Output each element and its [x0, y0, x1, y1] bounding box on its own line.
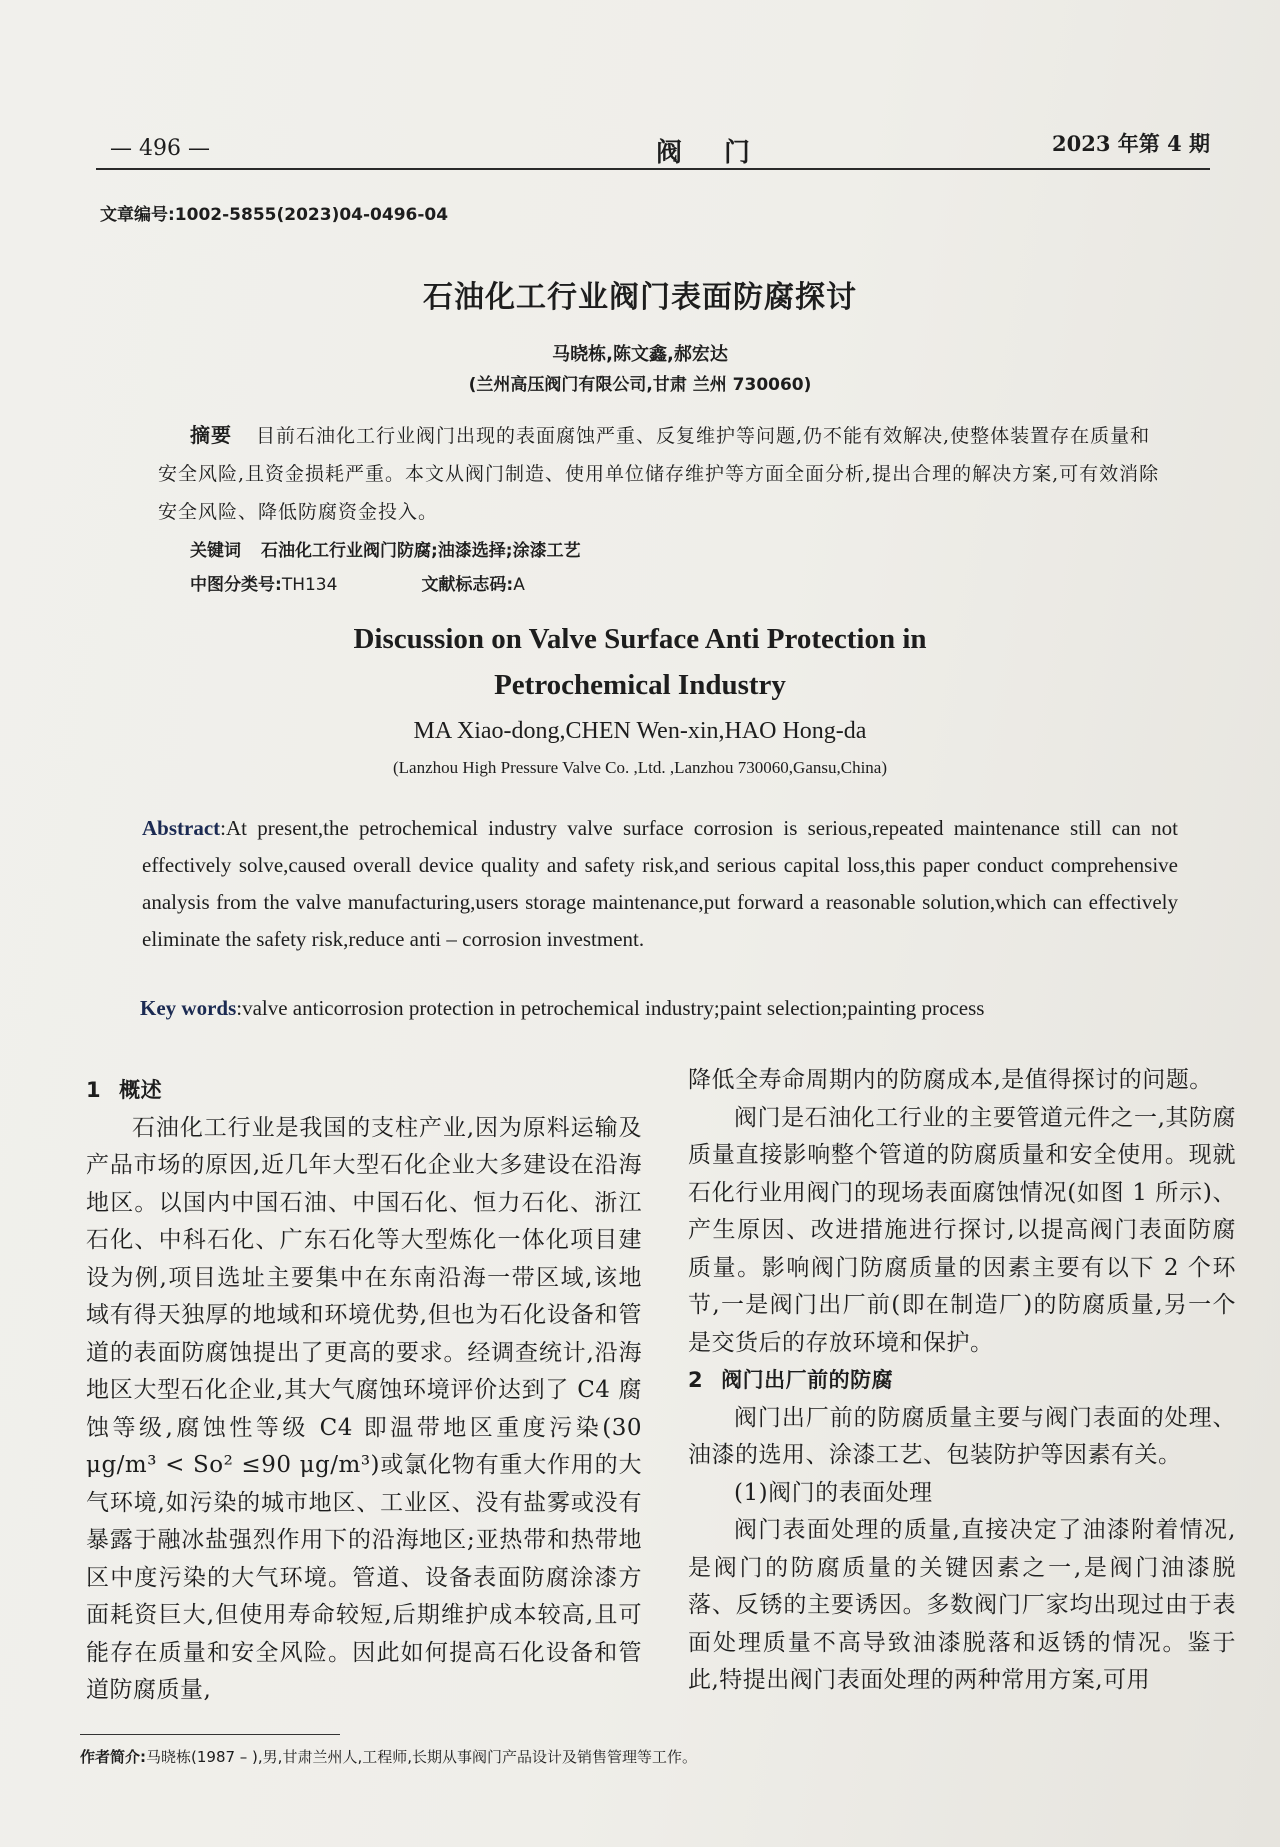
authors-chinese: 马晓栋,陈文鑫,郝宏达 [552, 344, 728, 365]
abstract-chinese [158, 416, 1170, 531]
abstract-chinese-label: 摘要 [190, 423, 232, 447]
footnote-divider [80, 1734, 340, 1735]
keywords-chinese-text: 石油化工行业阀门防腐;油漆选择;涂漆工艺 [261, 541, 581, 561]
keywords-english-text: :valve anticorrosion protection in petrochemical industry;paint selection;painting process [236, 996, 985, 1020]
subsection-surface-treatment: (1)阀门的表面处理 [734, 1479, 933, 1506]
footnote-text: 马晓栋(1987 – ),男,甘肃兰州人,工程师,长期从事阀门产品设计及销售管理等工作。 [146, 1748, 697, 1766]
footnote-label: 作者简介: [80, 1748, 146, 1766]
title-english-line1: Discussion on Valve Surface Anti Protection in [353, 623, 927, 655]
title-chinese: 石油化工行业阀门表面防腐探讨 [423, 280, 857, 315]
section-1-paragraph: 石油化工行业是我国的支柱产业,因为原料运输及产品市场的原因,近几年大型石化企业大多建设在沿海地区。以国内中国石油、中国石化、恒力石化、浙江石化、中科石化、广东石化等大型炼化一体化项目建设为例,项目选址主要集中在东南沿海一带区域,该地域有得天独厚的地域和环境优势,但也为石化设备和管道的表面防腐蚀提出了更高的要求。经调查统计,沿海地区大型石化企业,其大气腐蚀环境评价达到了 C4 腐蚀等级,腐蚀性等级 C4 即温带地区重度污染(30 μg/m³ < So² ≤90 μg/m³)或氯化物有重大作用的大气环境,如污染的城市地区、工业区、没有盐雾或没有暴露于融冰盐强烈作用下的沿海地区;亚热带和热带地区中度污染的大气环境。管道、设备表面防腐涂漆方面耗资巨大,但使用寿命较短,后期维护成本较高,且可能存在质量和安全风险。因此如何提高石化设备和管道防腐质量, [86, 1114, 642, 1703]
author-footnote [80, 1746, 697, 1767]
keywords-chinese [190, 536, 581, 561]
affiliation-english: (Lanzhou High Pressure Valve Co. ,Ltd. ,Lanzhou 730060,Gansu,China) [392, 758, 887, 777]
keywords-chinese-label: 关键词 [190, 541, 241, 561]
abstract-chinese-text: 目前石油化工行业阀门出现的表面腐蚀严重、反复维护等问题,仍不能有效解决,使整体装置存在质量和安全风险,且资金损耗严重。本文从阀门制造、使用单位储存维护等方面全面分析,提出合理的解决方案,可有效消除安全风险、降低防腐资金投入。 [158, 425, 1160, 523]
right-continued-paragraph: 降低全寿命周期内的防腐成本,是值得探讨的问题。 [688, 1067, 1213, 1093]
abstract-english-text: :At present,the petrochemical industry valve surface corrosion is serious,repeated maintenance still can not effectively solve,caused overall device quality and safety risk,and serious capital loss,this paper conduct comprehensive analysis from the valve manufacturing,users storage maintenance,put forward a reasonable solution,which can effectively eliminate the safety risk,reduce anti – corrosion investment. [142, 816, 1178, 951]
article-number: 文章编号:1002-5855(2023)04-0496-04 [100, 205, 449, 225]
abstract-english-label: Abstract [142, 816, 221, 840]
right-paragraph-valves: 阀门是石油化工行业的主要管道元件之一,其防腐质量直接影响整个管道的防腐质量和安全使用。现就石化行业用阀门的现场表面腐蚀情况(如图 1 所示)、产生原因、改进措施进行探讨,以提高阀门表面防腐质量。影响阀门防腐质量的因素主要有以下 2 个环节,一是阀门出厂前(即在制造厂)的防腐质量,另一个是交货后的存放环境和保护。 [688, 1104, 1236, 1356]
title-english [0, 616, 1280, 708]
body-column-left [86, 1072, 642, 1710]
keywords-english [140, 996, 1200, 1021]
section-2-paragraph-1: 阀门出厂前的防腐质量主要与阀门表面的处理、油漆的选用、涂漆工艺、包装防护等因素有关。 [688, 1404, 1236, 1468]
doc-code-value: A [513, 575, 525, 595]
authors-english: MA Xiao-dong,CHEN Wen-xin,HAO Hong-da [413, 718, 867, 744]
issue-number: 2023 年第 4 期 [1052, 131, 1210, 156]
section-1-number: 1 [86, 1078, 102, 1102]
journal-name: 阀门 [656, 138, 793, 168]
section-2-title: 阀门出厂前的防腐 [721, 1368, 894, 1392]
section-1-heading [86, 1072, 642, 1110]
keywords-english-label: Key words [140, 996, 237, 1020]
section-1-title: 概述 [119, 1078, 163, 1102]
page-header [96, 128, 1210, 170]
section-2-number: 2 [688, 1368, 704, 1392]
section-2-heading [688, 1362, 1236, 1400]
clc-value: TH134 [281, 575, 338, 595]
affiliation-chinese: (兰州高压阀门有限公司,甘肃 兰州 730060) [468, 375, 812, 395]
body-column-right [688, 1062, 1236, 1700]
title-english-line2: Petrochemical Industry [494, 669, 786, 701]
clc-label: 中图分类号: [190, 575, 282, 595]
doc-code-label: 文献标志码: [421, 575, 514, 595]
abstract-english [142, 810, 1178, 958]
page-number: — 496 — [110, 136, 210, 161]
classification-codes [190, 570, 525, 595]
section-2-paragraph-2: 阀门表面处理的质量,直接决定了油漆附着情况,是阀门的防腐质量的关键因素之一,是阀门油漆脱落、反锈的主要诱因。多数阀门厂家均出现过由于表面处理质量不高导致油漆脱落和返锈的情况。鉴于此,特提出阀门表面处理的两种常用方案,可用 [688, 1517, 1236, 1693]
